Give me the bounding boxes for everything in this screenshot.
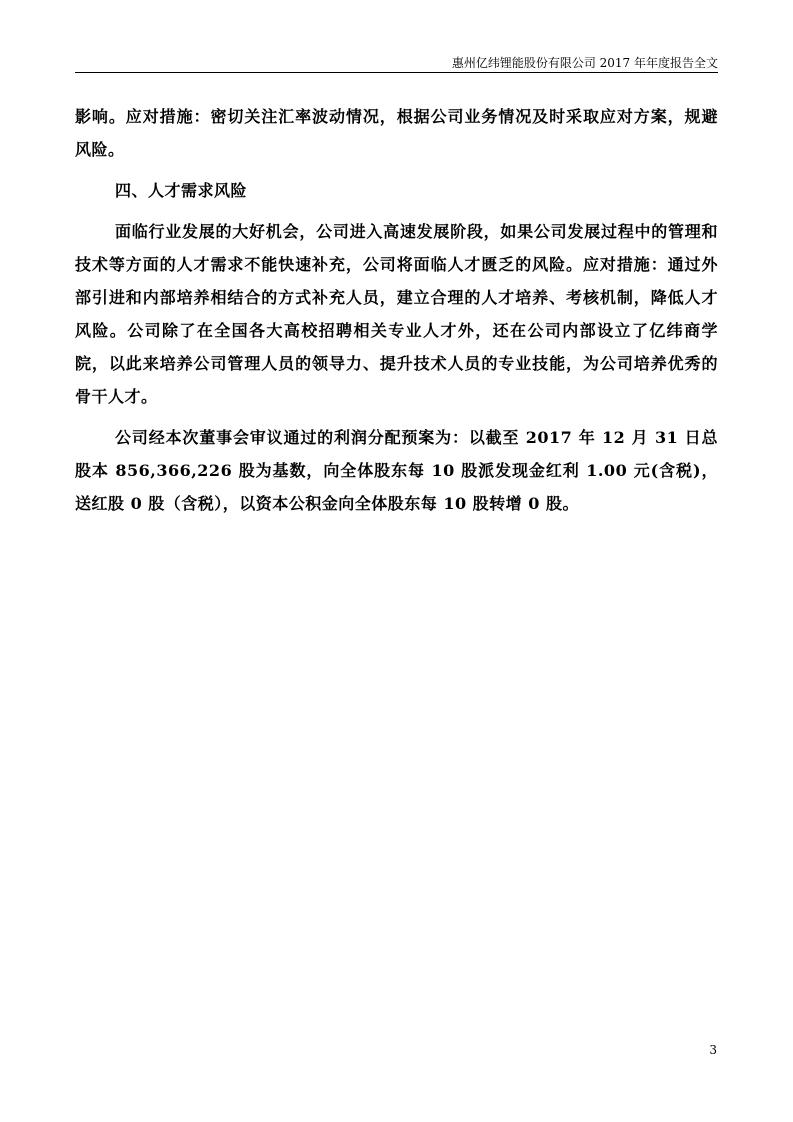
section-heading-talent-risk: 四、人才需求风险 — [115, 181, 248, 200]
paragraph-exchange-rate-continuation: 影响。应对措施：密切关注汇率波动情况，根据公司业务情况及时采取应对方案，规避风险。 — [75, 107, 718, 159]
document-body — [75, 100, 718, 520]
paragraph-gap — [75, 413, 718, 421]
page-number: 3 — [709, 1043, 717, 1057]
header-divider — [75, 72, 718, 73]
paragraph-profit-distribution: 公司经本次董事会审议通过的利润分配预案为：以截至 2017 年 12 月 31 日总股本 856,366,226 股为基数，向全体股东每 10 股派发现金红利 1.00 元(含税)，送红股 0 股（含税），以资本公积金向全体股东每 10 股转增 0 股。 — [75, 428, 718, 513]
paragraph-talent-risk: 面临行业发展的大好机会，公司进入高速发展阶段，如果公司发展过程中的管理和技术等方面的人才需求不能快速补充，公司将面临人才匮乏的风险。应对措施：通过外部引进和内部培养相结合的方式补充人员，建立合理的人才培养、考核机制，降低人才风险。公司除了在全国各大高校招聘相关专业人才外，还在公司内部设立了亿纬商学院，以此来培养公司管理人员的领导力、提升技术人员的专业技能，为公司培养优秀的骨干人才。 — [75, 222, 718, 406]
page-header-title: 惠州亿纬锂能股份有限公司 2017 年年度报告全文 — [451, 56, 718, 70]
